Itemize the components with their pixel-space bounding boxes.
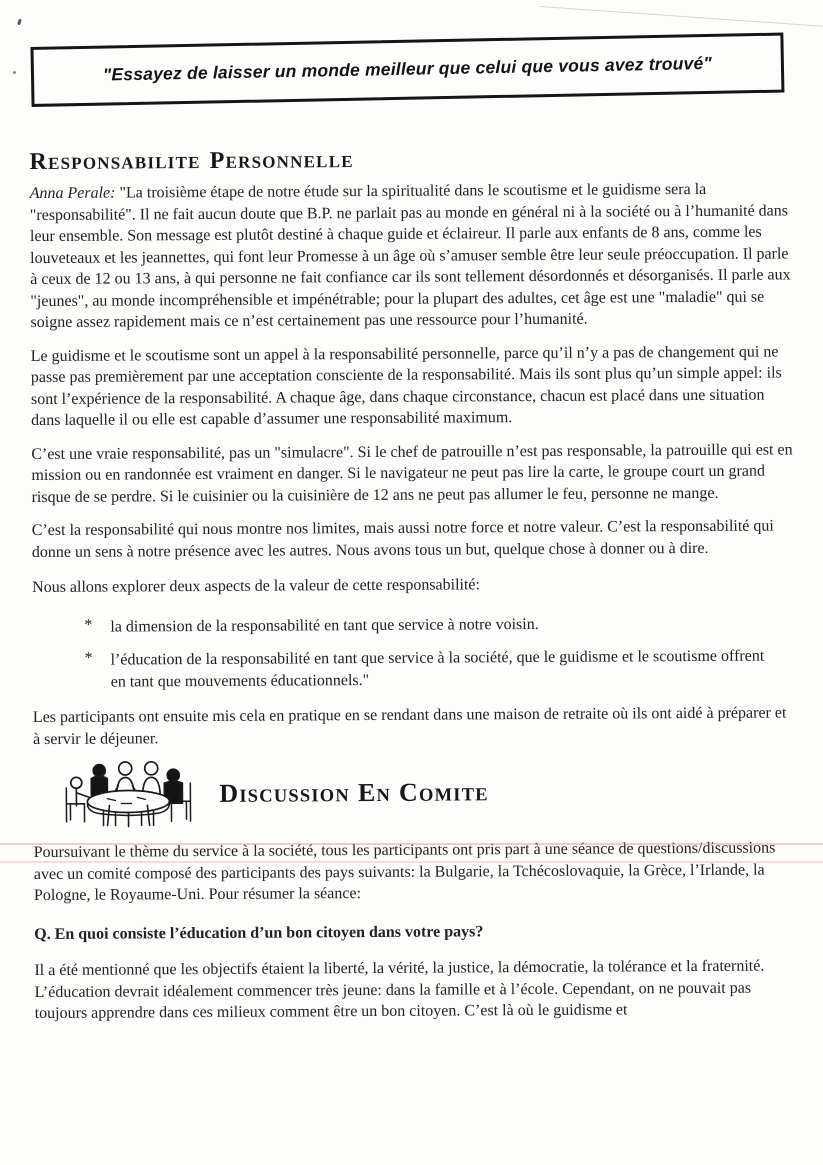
bullet-marker: * (84, 616, 93, 634)
section-heading-responsabilite (29, 137, 796, 174)
committee-heading-row (59, 755, 800, 830)
bullet-list (84, 612, 799, 693)
heading-word: COMITE (398, 777, 489, 807)
quote-banner-box (30, 33, 784, 107)
heading-word: DISCUSSION (219, 778, 350, 808)
paragraph-anna-perale (30, 178, 793, 333)
banner-quote-text: "Essayez de laisser un monde meilleur que celui que vous avez trouvé" (102, 52, 713, 85)
author-lead-in: Anna Perale: (29, 184, 116, 203)
paragraph-participants-pratique: Les participants ont ensuite mis cela en pratique en se rendant dans une maison de retraite où ils ont aidé à préparer et à servir le déjeuner. (32, 704, 787, 748)
paragraph-limites-force: C’est la responsabilité qui nous montre nos limites, mais aussi notre force et notre valeur. C’est la responsabilité qui donne un sens à notre présence avec les autres. Nous avons tous un but, quelque chose à donner ou à dire. (31, 517, 774, 561)
heading-word: RESPONSABILITE (29, 148, 201, 176)
heading-word: PERSONNELLE (209, 147, 354, 174)
bullet-text: l’éducation de la responsabilité en tant que service à la société, que le guidisme et le scoutisme offrent en tant que mouvements éducationnels." (110, 647, 765, 691)
scan-speck (17, 19, 22, 26)
heading-word: EN (357, 777, 392, 808)
bullet-marker: * (84, 649, 93, 667)
committee-table-drawing-icon (59, 759, 197, 830)
paragraph-answer: Il a été mentionné que les objectifs étaient la liberté, la vérité, la justice, la démocratie, la tolérance et la fraternité. L’éducation devrait idéalement commencer très jeune: dans la famille et à l’école. Cependant, on ne pouvait pas toujours apprendre dans ces milieux comment être un bon citoyen. C’est là où le guidisme et (34, 957, 765, 1023)
bullet-text: la dimension de la responsabilité en tant que service à notre voisin. (110, 615, 539, 636)
scan-streak (540, 6, 823, 27)
paragraph-vraie-responsabilite: C’est une vraie responsabilité, pas un "simulacre". Si le chef de patrouille n’est pas responsable, la patrouille qui est en mission ou en randonnée est vraiment en danger. Si le navigateur ne peut pas lire la carte, le groupe court un grand risque de se perdre. Si le cuisinier ou la cuisinière de 12 ans ne peut pas allumer le feu, personne ne mange. (31, 440, 793, 506)
question-line: Q. En quoi consiste l’éducation d’un bon citoyen dans votre pays? (34, 922, 484, 943)
section-heading-discussion (219, 779, 497, 807)
paragraph-anna-perale-text: "La troisième étape de notre étude sur la spiritualité dans le scoutisme et le guidisme sera la "responsabilité". Il ne fait aucun doute que B.P. ne parlait pas au monde en général ni à la société ou à l’humanité dans leur ensemble. Son message est plutôt destiné à chaque guide et éclaireur. Il parle aux enfants de 8 ans, comme les louveteaux et les jeannettes, qui font leur Promesse à un âge où s’amuser semble être leur seule préoccupation. Il parle à ceux de 12 ou 13 ans, à qui personne ne fait confiance car ils sont tellement désordonnés et désorganisés. Il parle aux "jeunes", au monde incompréhensible et impénétrable; pour la plupart des adultes, cet âge est une "maladie" qui se soigne assez rapidement mais ce n’est certainement pas une ressource pour l’humanité. (29, 180, 791, 332)
page-content (0, 37, 823, 1025)
paragraph-committee-intro: Poursuivant le thème du service à la société, tous les participants ont pris part à une séance de questions/discussions avec un comité composé des participants des pays suivants: la Bulgarie, la Tchécoslovaquie, la Grèce, l’Irlande, la Pologne, le Royaume-Uni. Pour résumer la séance: (33, 839, 776, 905)
bullet-item (84, 646, 774, 693)
bullet-item (84, 612, 774, 638)
list-intro: Nous allons explorer deux aspects de la valeur de cette responsabilité: (32, 576, 480, 597)
paragraph-appel-responsabilite: Le guidisme et le scoutisme sont un appel à la responsabilité personnelle, parce qu’il n’y a pas de changement qui ne passe pas premièrement par une acceptation consciente de la responsabilité. Mais ils sont plus qu’un simple appel: ils sont l’expérience de la responsabilité. A chaque âge, dans chaque circonstance, chacun est placé dans une situation dans laquelle il ou elle est capable d’assumer une responsabilité maximum. (30, 342, 782, 430)
